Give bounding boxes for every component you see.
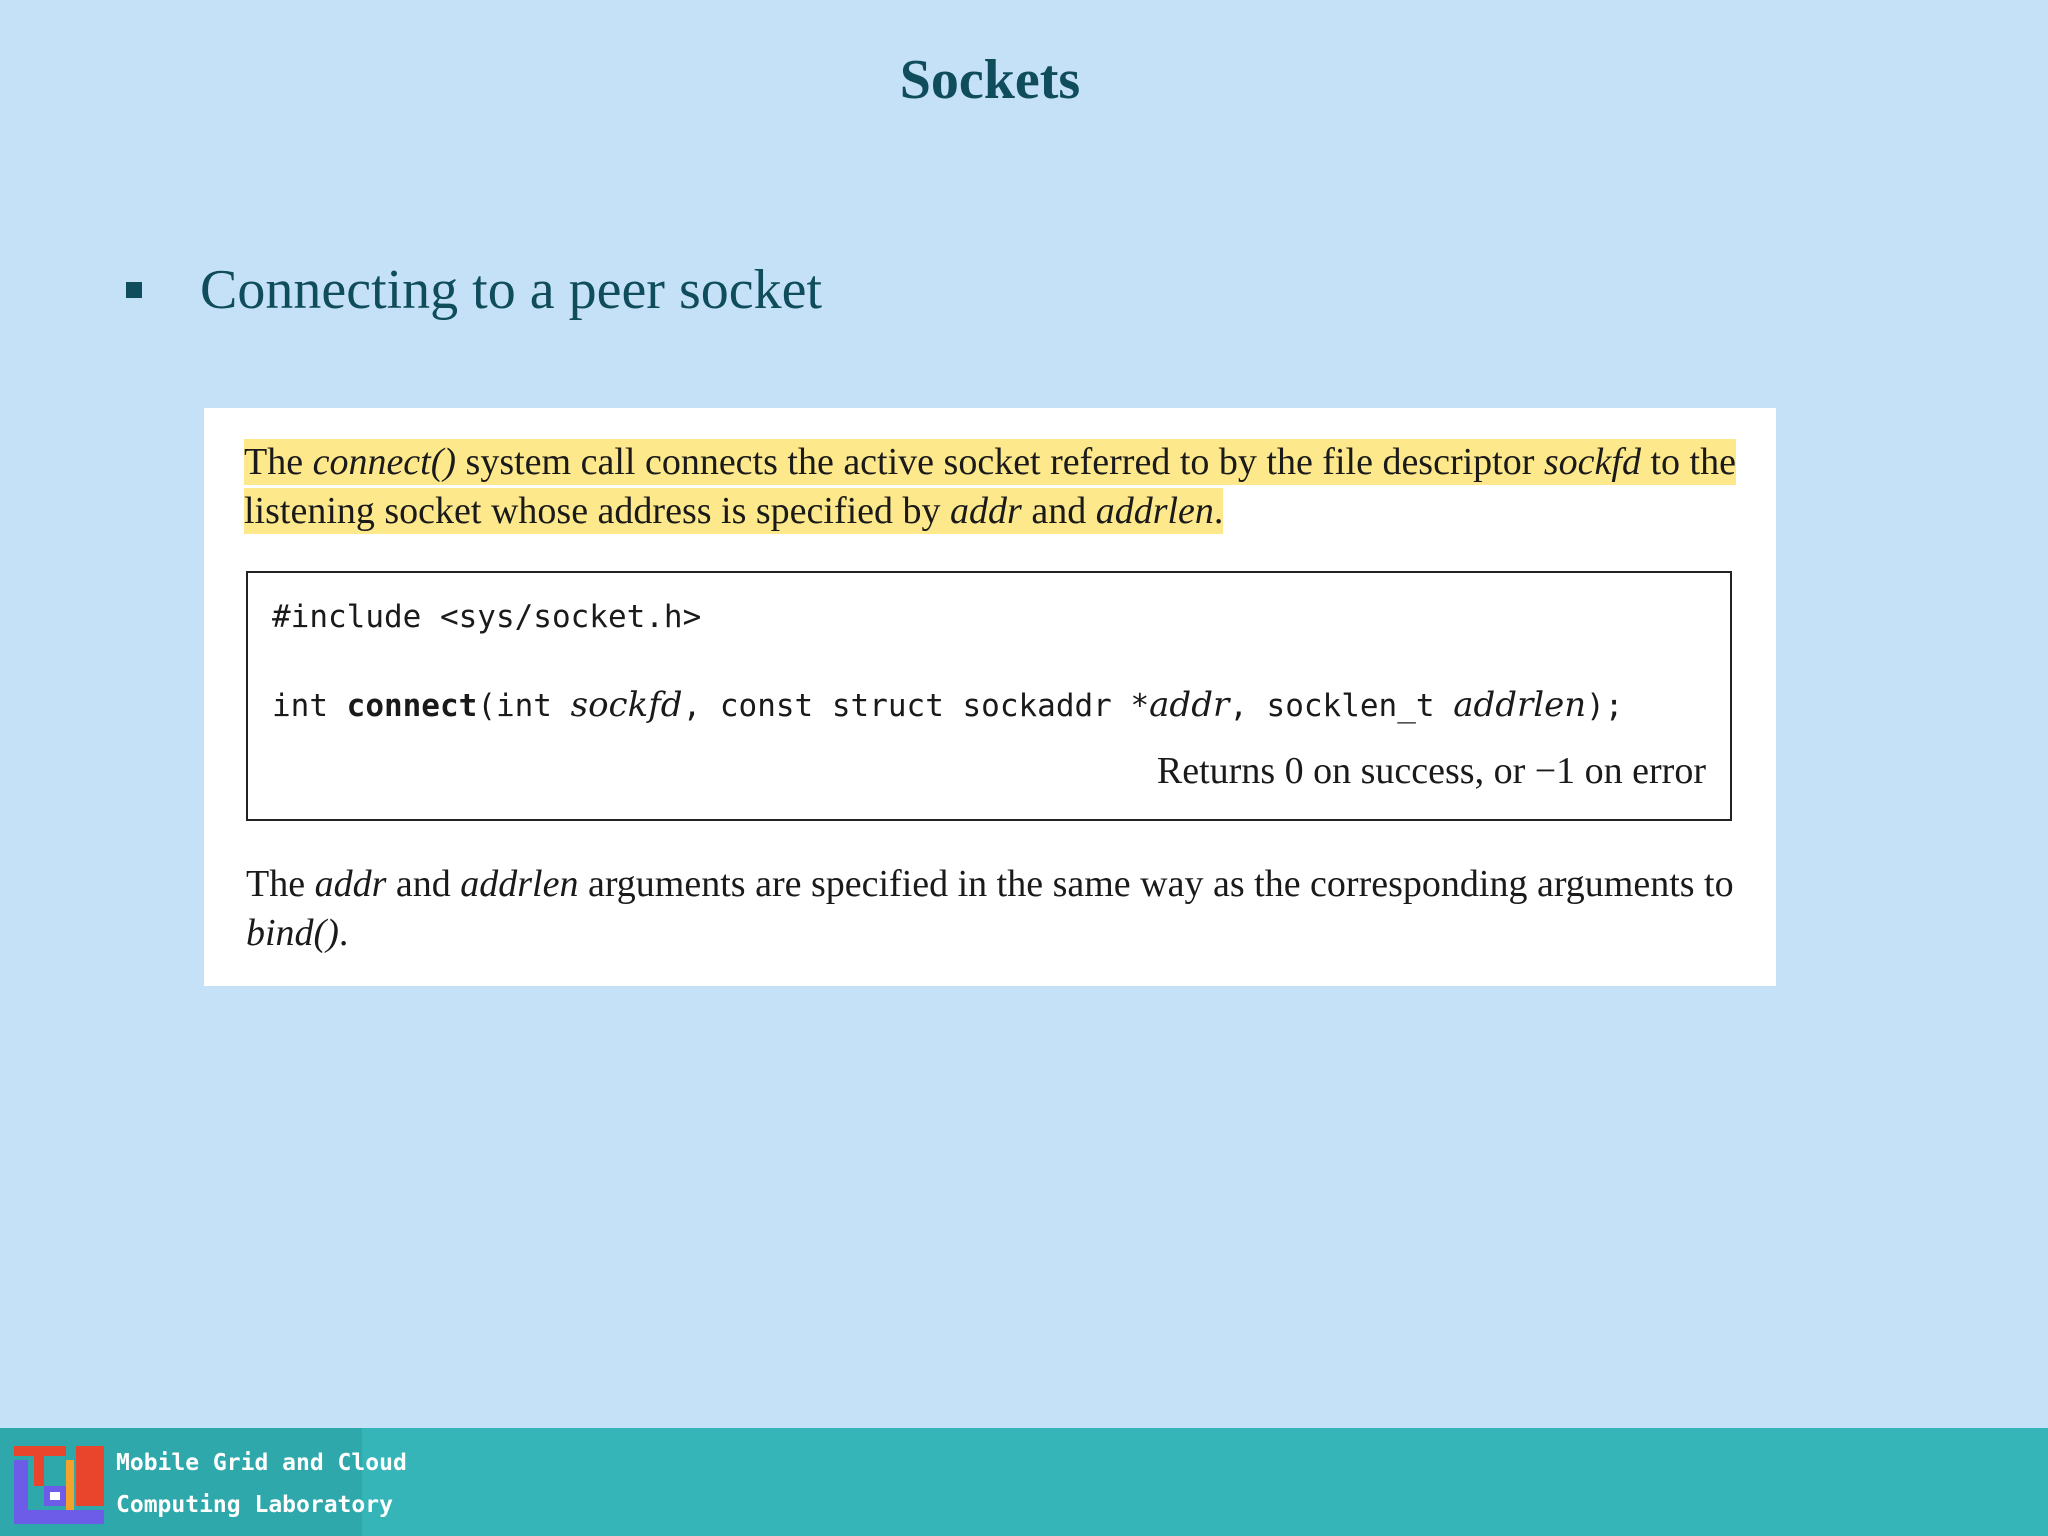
connect-signature: int connect(int sockfd, const struct sockaddr *addr, socklen_t addrlen); [272, 685, 1624, 725]
highlighted-text: The connect() system call connects the active socket referred to by the file descriptor sockfd to the listening socket whose address is specified by addr and addrlen. [244, 441, 1736, 532]
bullet-square-icon [126, 282, 142, 298]
connect-description [244, 438, 1744, 536]
lab-brand [0, 1428, 407, 1536]
footer-bar [0, 1428, 2048, 1536]
prototype-box [246, 571, 1732, 821]
return-value-note: Returns 0 on success, or −1 on error [1156, 750, 1706, 792]
arguments-description: The addr and addrlen arguments are specified in the same way as the corresponding arguments to bind(). [246, 863, 1734, 954]
bullet-text: Connecting to a peer socket [200, 259, 823, 321]
lab-name-line1: Mobile Grid and Cloud [116, 1450, 407, 1476]
include-line: #include <sys/socket.h> [272, 599, 702, 635]
slide-title: Sockets [899, 49, 1081, 111]
lab-logo-icon [14, 1446, 104, 1524]
lab-name-line2: Computing Laboratory [116, 1492, 393, 1518]
book-excerpt [204, 408, 1776, 986]
